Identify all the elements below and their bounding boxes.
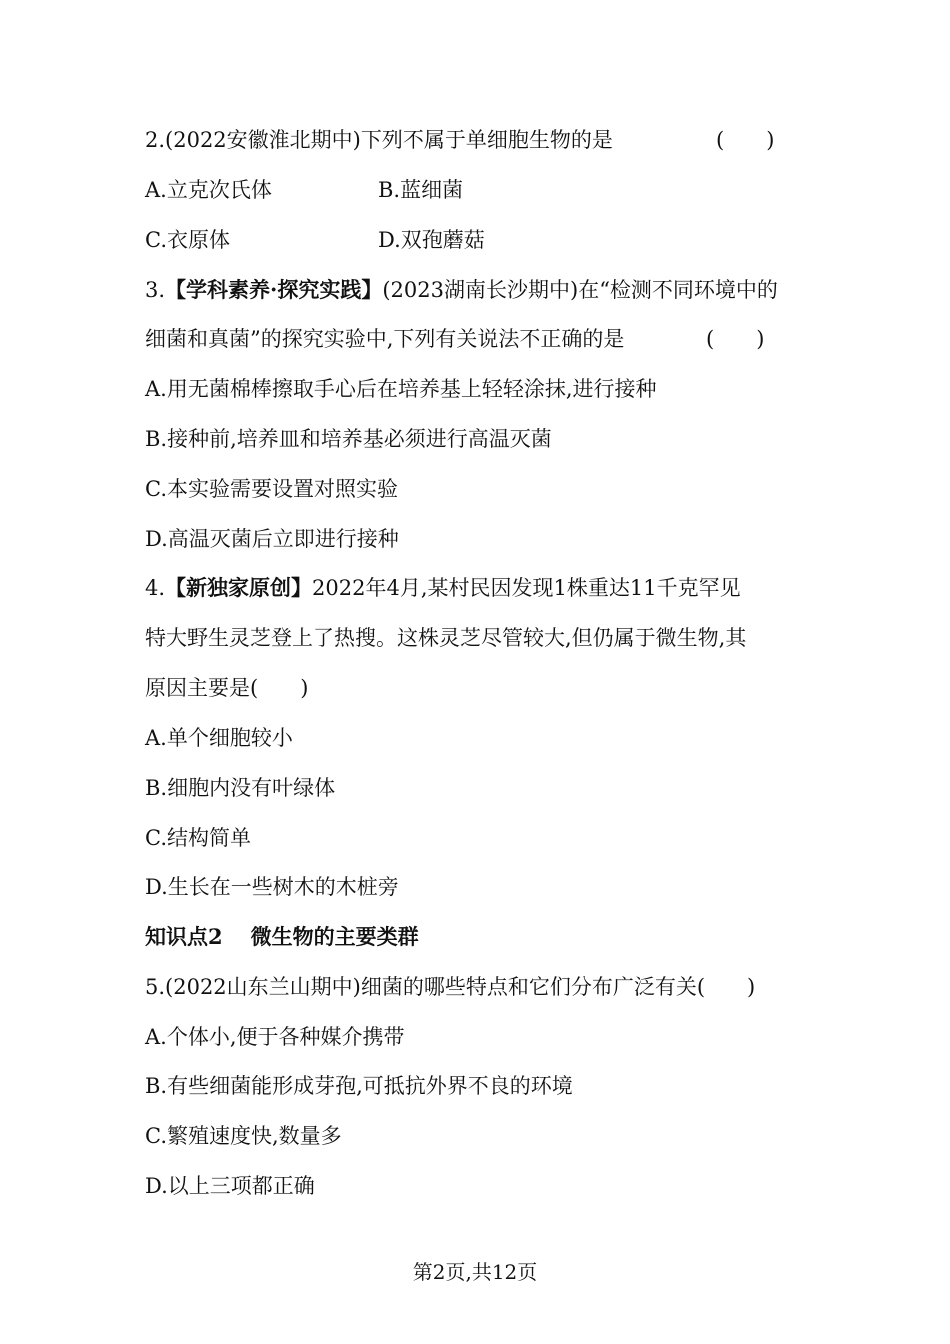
q4-stem-line-1 (145, 574, 741, 602)
page-number: 第2页,共12页 (412, 1260, 538, 1284)
section-title: 微生物的主要类群 (250, 924, 419, 949)
section-heading (145, 923, 419, 951)
q3-stem-2: 细菌和真菌”的探究实验中,下列有关说法不正确的是 (145, 327, 625, 351)
q2-option-c: C.衣原体 (145, 228, 230, 252)
q2-answer-paren: ( ) (716, 128, 775, 152)
q4-tag: 【新独家原创】 (165, 575, 313, 600)
q3-answer-paren: ( ) (706, 327, 765, 351)
q3-option-d: D.高温灭菌后立即进行接种 (145, 527, 399, 551)
q5-option-a: A.个体小,便于各种媒介携带 (145, 1025, 405, 1049)
q3-tag: 【学科素养·探究实践】 (165, 277, 383, 302)
q3-option-b: B.接种前,培养皿和培养基必须进行高温灭菌 (145, 427, 552, 451)
q3-number: 3. (145, 278, 166, 302)
q2-stem: 2.(2022安徽淮北期中)下列不属于单细胞生物的是 (145, 128, 613, 152)
q3-stem-line-1 (145, 276, 778, 304)
q4-option-b: B.细胞内没有叶绿体 (145, 776, 336, 800)
q3-stem-1: (2023湖南长沙期中)在“检测不同环境中的 (382, 278, 778, 302)
q2-option-d: D.双孢蘑菇 (378, 228, 485, 252)
q4-option-c: C.结构简单 (145, 826, 251, 850)
q4-option-a: A.单个细胞较小 (145, 726, 293, 750)
q5-stem: 5.(2022山东兰山期中)细菌的哪些特点和它们分布广泛有关( ) (145, 975, 756, 999)
q3-option-c: C.本实验需要设置对照实验 (145, 477, 398, 501)
q4-stem-1: 2022年4月,某村民因发现1株重达11千克罕见 (312, 576, 741, 600)
q4-option-d: D.生长在一些树木的木桩旁 (145, 875, 399, 899)
q5-option-c: C.繁殖速度快,数量多 (145, 1124, 342, 1148)
q4-stem-2: 特大野生灵芝登上了热搜。这株灵芝尽管较大,但仍属于微生物,其 (145, 626, 747, 650)
q2-option-b: B.蓝细菌 (378, 178, 464, 202)
q2-option-a: A.立克次氏体 (145, 178, 272, 202)
q5-option-b: B.有些细菌能形成芽孢,可抵抗外界不良的环境 (145, 1074, 573, 1098)
q5-option-d: D.以上三项都正确 (145, 1174, 315, 1198)
section-label: 知识点2 (145, 924, 223, 949)
q4-stem-3: 原因主要是( ) (145, 676, 309, 700)
q3-option-a: A.用无菌棉棒擦取手心后在培养基上轻轻涂抹,进行接种 (145, 377, 657, 401)
q4-number: 4. (145, 576, 166, 600)
